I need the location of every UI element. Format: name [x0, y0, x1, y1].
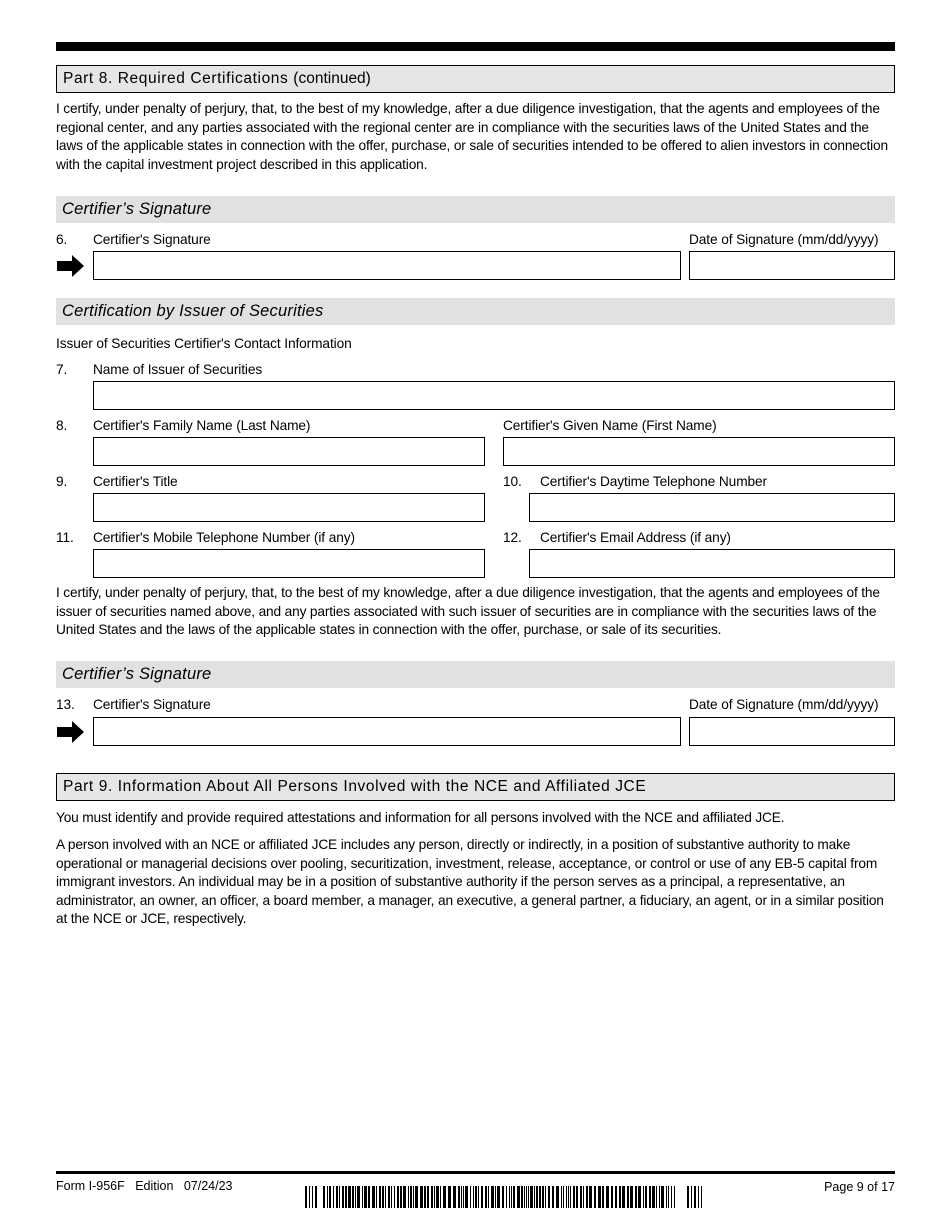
given-name-label: Certifier's Given Name (First Name) [503, 418, 717, 433]
mobile-phone-field[interactable] [93, 549, 485, 578]
item-10-label: Certifier's Daytime Telephone Number [540, 474, 767, 489]
footer-rule [56, 1171, 895, 1174]
family-name-field[interactable] [93, 437, 485, 466]
item-8-label: Certifier's Family Name (Last Name) [93, 418, 311, 433]
issuer-statement: I certify, under penalty of perjury, that, to the best of my knowledge, after a due diligence investigation, that the agents and employees of the issuer of securities named above, and any parties associated with such issuer of securities are in compliance with the securities laws of the United States and the laws of the applicable states in connection with the offer, purchase, or sale of its securities. [56, 585, 880, 637]
part9-paragraph-1: You must identify and provide required attestations and information for all persons involved with the NCE and affiliated JCE. [56, 810, 785, 825]
arrow-right-icon [57, 720, 85, 744]
edition-date: 07/24/23 [183, 1179, 233, 1193]
regional-center-statement: I certify, under penalty of perjury, that, to the best of my knowledge, after a due diligence investigation, that the agents and employees of the regional center, and any parties associated with the regional center are in compliance with the securities laws of the United States and the laws of the applicable states in connection with the offer, purchase, or sale of securities intended to be offered to alien investors in connection with the capital investment project described in this application. [56, 101, 888, 172]
item-6-date-field[interactable] [689, 251, 895, 280]
item-10-number: 10. [503, 474, 522, 489]
form-id: Form I-956F [56, 1179, 125, 1193]
edition-label: Edition [135, 1179, 174, 1193]
item-7-number: 7. [56, 362, 68, 377]
part8-header [56, 65, 895, 93]
top-rule [56, 42, 895, 51]
certifier-title-field[interactable] [93, 493, 485, 522]
issuer-name-field[interactable] [93, 381, 895, 410]
daytime-phone-field[interactable] [529, 493, 895, 522]
part9-header: Part 9. Information About All Persons Involved with the NCE and Affiliated JCE [56, 773, 895, 801]
certifier-signature-section-2-title: Certifier’s Signature [56, 661, 895, 688]
item-6-signature-label: Certifier's Signature [93, 232, 211, 247]
item-7-label: Name of Issuer of Securities [93, 362, 263, 377]
item-6-number: 6. [56, 232, 68, 247]
given-name-field[interactable] [503, 437, 895, 466]
item-12-number: 12. [503, 530, 522, 545]
part8-title: Part 8. Required Certifications [63, 70, 289, 87]
item-11-label: Certifier's Mobile Telephone Number (if any) [93, 530, 355, 545]
certifier-signature-section-1-title: Certifier’s Signature [56, 196, 895, 223]
item-8-number: 8. [56, 418, 68, 433]
issuer-contact-label: Issuer of Securities Certifier's Contact Information [56, 336, 352, 351]
item-9-number: 9. [56, 474, 68, 489]
item-13-date-label: Date of Signature (mm/dd/yyyy) [689, 697, 879, 712]
item-6-signature-field[interactable] [93, 251, 681, 280]
item-6-date-label: Date of Signature (mm/dd/yyyy) [689, 232, 879, 247]
item-13-signature-field[interactable] [93, 717, 681, 746]
item-13-date-field[interactable] [689, 717, 895, 746]
issuer-section-title: Certification by Issuer of Securities [56, 298, 895, 325]
item-11-number: 11. [56, 530, 74, 545]
part8-continued: (continued) [293, 70, 371, 87]
item-9-label: Certifier's Title [93, 474, 178, 489]
email-field[interactable] [529, 549, 895, 578]
item-12-label: Certifier's Email Address (if any) [540, 530, 731, 545]
page-number: Page 9 of 17 [824, 1180, 895, 1194]
item-13-signature-label: Certifier's Signature [93, 697, 211, 712]
footer-form-id [56, 1179, 233, 1194]
barcode-icon [305, 1186, 715, 1208]
part9-paragraph-2: A person involved with an NCE or affiliated JCE includes any person, directly or indirectly, in a position of substantive authority to make operational or managerial decisions over pooling, securitization, investment, release, acceptance, or control or use of any EB-5 capital from immigrant investors. An individual may be in a position of substantive authority if the person serves as a principal, a representative, an administrator, an owner, an officer, a board member, a manager, an executive, a general partner, a fiduciary, an agent, or in a similar position at the NCE or JCE, respectively. [56, 837, 884, 926]
item-13-number: 13. [56, 697, 75, 712]
arrow-right-icon [57, 254, 85, 278]
